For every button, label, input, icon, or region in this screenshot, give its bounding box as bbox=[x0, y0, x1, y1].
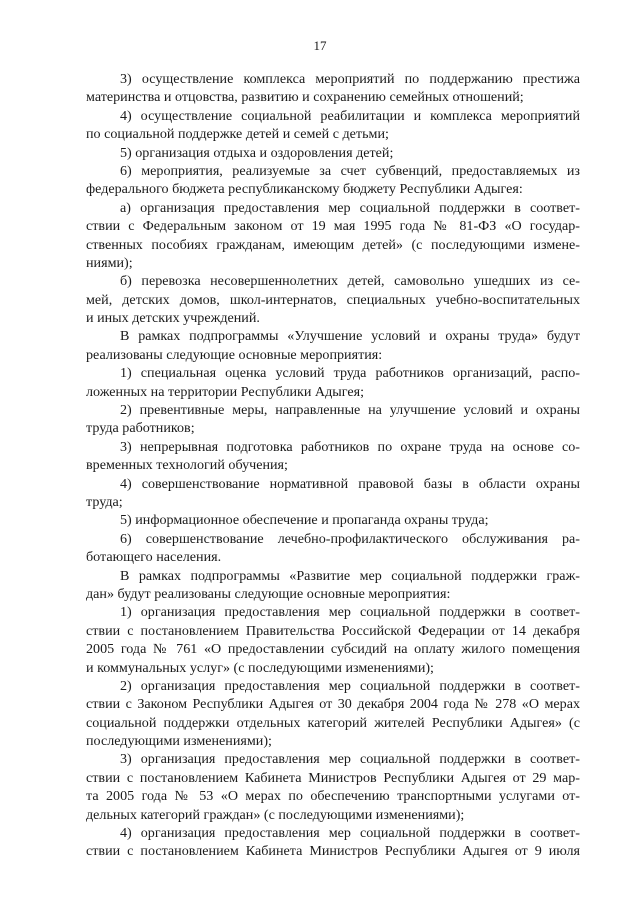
text-line: труда работников; bbox=[86, 420, 195, 437]
text-line: ственных пособиях гражданам, имеющим детей» (с последующими измене- bbox=[86, 236, 580, 253]
text-line: 5) информационное обеспечение и пропаганда охраны труда; bbox=[120, 512, 489, 529]
text-line: 2) превентивные меры, направленные на улучшение условий и охраны bbox=[120, 402, 580, 419]
text-line: по социальной поддержке детей и семей с детьми; bbox=[86, 126, 389, 143]
text-line: мей, детских домов, школ-интернатов, специальных учебно-воспитательных bbox=[86, 291, 580, 308]
text-line: ниями); bbox=[86, 254, 133, 271]
text-line: федерального бюджета республиканскому бюджету Республики Адыгея: bbox=[86, 181, 523, 198]
text-line: 6) совершенствование лечебно-профилактического обслуживания ра- bbox=[120, 530, 580, 547]
text-line: ствии с постановлением Правительства Российской Федерации от 14 декабря bbox=[86, 622, 580, 639]
body-text bbox=[86, 70, 580, 861]
text-line: 6) мероприятия, реализуемые за счет субвенций, предоставляемых из bbox=[120, 162, 580, 179]
text-line: ботающего населения. bbox=[86, 549, 222, 566]
text-line: и коммунальных услуг» (с последующими изменениями); bbox=[86, 659, 434, 676]
text-line: ложенных на территории Республики Адыгея; bbox=[86, 383, 365, 400]
text-line: дан» будут реализованы следующие основные мероприятия: bbox=[86, 585, 451, 602]
text-line: В рамках подпрограммы «Развитие мер социальной поддержки граж- bbox=[120, 567, 580, 584]
text-line: материнства и отцовства, развитию и сохранению семейных отношений; bbox=[86, 89, 524, 106]
text-line: 4) осуществление социальной реабилитации и комплекса мероприятий bbox=[120, 107, 580, 124]
text-line: В рамках подпрограммы «Улучшение условий и охраны труда» будут bbox=[120, 328, 580, 345]
text-line: 5) организация отдыха и оздоровления детей; bbox=[120, 144, 394, 161]
text-line: а) организация предоставления мер социальной поддержки в соответ- bbox=[120, 199, 580, 216]
text-line: реализованы следующие основные мероприятия: bbox=[86, 346, 383, 363]
text-line: ствии с постановлением Кабинета Министров Республики Адыгея от 29 мар- bbox=[86, 769, 580, 786]
text-line: 2005 года № 761 «О предоставлении субсидий на оплату жилого помещения bbox=[86, 641, 580, 658]
text-line: дельных категорий граждан» (с последующими изменениями); bbox=[86, 806, 465, 823]
text-line: ствии с постановлением Кабинета Министров Республики Адыгея от 9 июля bbox=[86, 843, 580, 860]
text-line: и иных детских учреждений. bbox=[86, 310, 260, 327]
text-line: 3) осуществление комплекса мероприятий по поддержанию престижа bbox=[120, 71, 580, 87]
text-line: временных технологий обучения; bbox=[86, 457, 288, 474]
text-line: б) перевозка несовершеннолетних детей, самовольно ушедших из се- bbox=[120, 273, 580, 290]
text-line: 4) совершенствование нормативной правовой базы в области охраны bbox=[120, 475, 580, 492]
text-line: та 2005 года № 53 «О мерах по обеспечению транспортными услугами от- bbox=[86, 788, 580, 805]
page-number: 17 bbox=[313, 38, 327, 53]
text-line: 1) специальная оценка условий труда работников организаций, распо- bbox=[120, 365, 580, 382]
text-line: 2) организация предоставления мер социальной поддержки в соответ- bbox=[120, 677, 580, 694]
text-line: ствии с Федеральным законом от 19 мая 1995 года № 81-ФЗ «О государ- bbox=[86, 218, 580, 235]
text-line: 3) непрерывная подготовка работников по охране труда на основе со- bbox=[120, 438, 580, 455]
text-line: труда; bbox=[86, 493, 123, 510]
text-line: 1) организация предоставления мер социальной поддержки в соответ- bbox=[120, 604, 580, 621]
text-line: 4) организация предоставления мер социальной поддержки в соответ- bbox=[120, 825, 580, 842]
text-line: ствии с Законом Республики Адыгея от 30 декабря 2004 года № 278 «О мерах bbox=[86, 696, 580, 713]
text-line: последующими изменениями); bbox=[86, 733, 272, 750]
text-line: социальной поддержки отдельных категорий жителей Республики Адыгея» (с bbox=[86, 714, 580, 731]
text-line: 3) организация предоставления мер социальной поддержки в соответ- bbox=[120, 751, 580, 768]
